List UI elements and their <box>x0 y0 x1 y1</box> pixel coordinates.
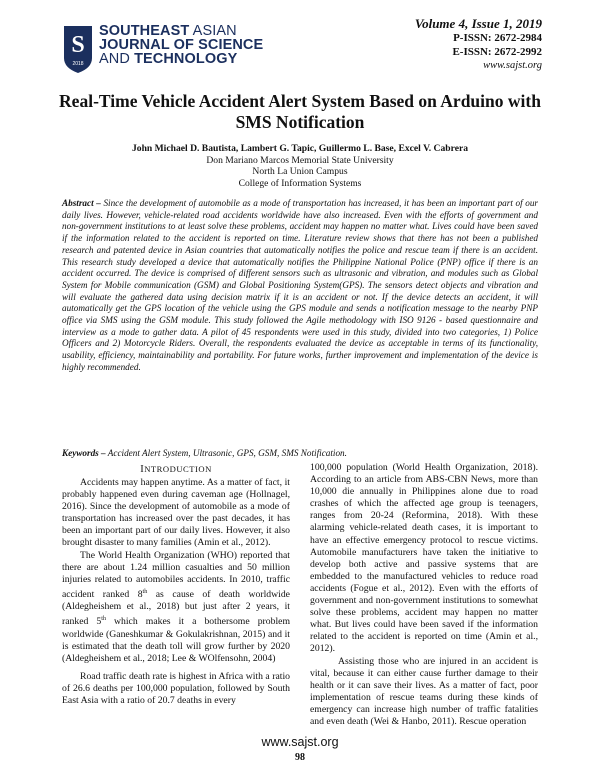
logo-letter: S <box>71 32 85 58</box>
journal-name-line1-bold: SOUTHEAST <box>99 23 190 39</box>
journal-website: www.sajst.org <box>483 60 542 71</box>
journal-name-line2: JOURNAL OF SCIENCE <box>99 37 264 53</box>
e-issn: E-ISSN: 2672-2992 <box>452 46 542 58</box>
body-column-left <box>62 462 290 707</box>
journal-name-line3-light: AND <box>99 51 130 67</box>
p-issn: P-ISSN: 2672-2984 <box>453 32 542 44</box>
keywords <box>62 448 538 460</box>
journal-logo-shield <box>63 25 93 74</box>
paragraph-2: The World Health Organization (WHO) reported that there are about 1.24 million casualties and 50 million injuries related to automobiles accidents. In 2010, traffic accident ranked 8th as cause of death worldwide (Aldegheishem et al., 2018) but just after 2 years, it ranked 5th which makes it a bothersome problem worldwide (Ganeshkumar & Gokulakrishnan, 2015) and it is estimated that the death toll will grow further by 2020 (Aldegheishem et al., 2018; Lee & WOlfensohn, 2004) <box>62 549 290 664</box>
heading-initial: I <box>140 464 145 475</box>
logo-year: 2018 <box>72 61 84 67</box>
keywords-text: Accident Alert System, Ultrasonic, GPS, GSM, SMS Notification. <box>105 448 347 458</box>
keywords-label: Keywords – <box>62 448 106 458</box>
section-heading-introduction <box>62 462 290 476</box>
journal-name-line1-light: ASIAN <box>192 23 237 39</box>
author-block <box>40 143 560 189</box>
volume-issue: Volume 4, Issue 1, 2019 <box>414 16 542 31</box>
affiliation-college: College of Information Systems <box>238 177 362 189</box>
author-names: John Michael D. Bautista, Lambert G. Tapic, Guillermo L. Base, Excel V. Cabrera <box>131 143 469 154</box>
paper-title: Real-Time Vehicle Accident Alert System Based on Arduino with SMS Notification <box>59 91 541 132</box>
paragraph-4: 100,000 population (World Health Organization, 2018). According to an article from ABS-CBN News, more than 10,000 die annually in Philippines alone due to road crashes of which the affected age group is teenagers, ranges from 20-24 (Reformina, 2018). With these alarming vehicle-related death cases, it is important to have an effective emergency protocol to rescue victims. Automobile manufacturers have taken the initiative to develop both active and passive systems that are embedded to the manufactured vehicles to reduce road accidents (Fogue et al., 2012). Even with the efforts of government and non-government institutions to somewhat solve these problems, accident may happen no matter what. But lives could have been saved if the information related to the accident is reported on time (Amin et al., 2012). <box>310 462 538 655</box>
page-number: 98 <box>295 752 305 763</box>
affiliation-campus: North La Union Campus <box>252 166 348 177</box>
journal-name-line3-bold: TECHNOLOGY <box>134 51 238 67</box>
footer-website: www.sajst.org <box>261 735 339 749</box>
paragraph-1: Accidents may happen anytime. As a matter of fact, it probably happened even during caveman age (Hollnagel, 2016). Since the development of automobile as a mode of transportation has increased over the past decades, it has been an important part of our daily lives. However, it also brought disaster to many families (Amin et al., 2012). <box>62 477 290 549</box>
abstract <box>62 198 538 374</box>
affiliation-university: Don Mariano Marcos Memorial State University <box>206 154 394 166</box>
heading-rest: NTRODUCTION <box>144 464 212 474</box>
paragraph-5: Assisting those who are injured in an accident is vital, because it can either cause further damage to their health or it can save their lives. As a matter of fact, poor implementation of rescue teams during these kinds of emergency can increase high number of traffic fatalities and even death (Wei & Hanbo, 2011). Rescue operation <box>310 655 538 727</box>
journal-name <box>99 24 289 66</box>
abstract-text: Since the development of automobile as a mode of transportation has increased, it has been an important part of our daily lives. However, vehicle-related road accidents worldwide have also increased. Even with the efforts of government and non-government institutions to at least solve these problems, accident may happen no matter what. Lives could have been saved if the information related to the accident is reported on time. Literature review shows that there has not been a published research and patented device in Asian countries that automatically notifies the police and rescue team if there is an accident. This research study developed a device that automatically notifies the Philippine National Police (PNP) office if there is an accident occurred. The device is comprised of different sensors such as ultrasonic and vibration, and modules such as Global System for Mobile communication (GSM) and Global Positioning System(GPS). The sensors detect objects and vibration and will evaluate the gathered data using decision matrix if it is an accident or not. If the device detects an accident, it will automatically get the GPS location of the vehicle using the GPS module and sends a notification message to the nearby PNP office via SMS using the GSM module. This study followed the Agile methodology with ISO 9126 - based questionnaire and interview as a mode to gather data. A pilot of 45 respondents were used in this study, divided into two categories, 1) Police Officers and 2) Motorcycle Riders. Overall, the respondents evaluated the device as acceptable in terms of its functionality, usability, efficiency, maintainability and portability. For future works, further improvement and implementation of the device is highly recommended. <box>62 198 538 372</box>
paragraph-3: Road traffic death rate is highest in Africa with a ratio of 26.6 deaths per 100,000 population, followed by South East Asia with a ratio of 20.7 deaths in every <box>62 670 290 707</box>
abstract-label: Abstract – <box>62 198 101 208</box>
body-column-right <box>310 462 538 728</box>
issue-info <box>415 17 542 73</box>
